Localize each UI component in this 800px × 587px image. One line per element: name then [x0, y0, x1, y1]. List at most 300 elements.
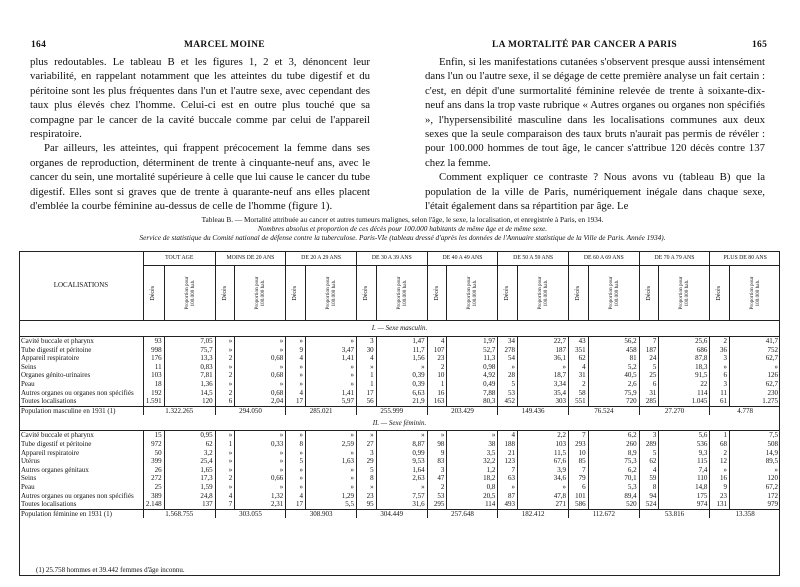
row-label: Cavité buccale et pharynx: [21, 431, 94, 440]
table-cell: 7,05: [164, 337, 215, 346]
subheader-label: Proportion pour 100.000 hab.: [607, 276, 620, 310]
table-cell: 62: [164, 440, 215, 449]
localisations-header: LOCALISATIONS: [19, 251, 143, 321]
table-cell: »: [235, 431, 286, 440]
subheader-label: Décès: [221, 286, 228, 301]
table-cell: 38: [447, 440, 498, 449]
table-cell: 4: [215, 492, 235, 501]
table-cell: »: [286, 449, 306, 458]
table-cell: 271: [517, 500, 568, 509]
table-cell: »: [286, 474, 306, 483]
row-label: Organes génito-urinaires: [21, 371, 91, 380]
table-cell: »: [376, 483, 427, 492]
table-cell: 278: [498, 346, 518, 355]
table-cell: »: [215, 346, 235, 355]
table-cell: 551: [568, 397, 588, 406]
table-cell: 17,3: [164, 474, 215, 483]
table-cell: »: [305, 380, 356, 389]
table-cell: 0,68: [235, 389, 286, 398]
population-cell: 1.568.755: [143, 509, 215, 518]
table-row: [19, 440, 780, 449]
table-cell: 31: [639, 389, 659, 398]
table-cell: 5,6: [659, 431, 710, 440]
table-cell: 351: [568, 346, 588, 355]
table-cell: 5,97: [305, 397, 356, 406]
table-cell: 25,6: [659, 337, 710, 346]
table-cell: 1: [215, 440, 235, 449]
table-cell: 2,63: [376, 474, 427, 483]
table-row: [19, 466, 780, 475]
age-group-header: DE 40 A 49 ANS: [427, 251, 498, 266]
table-body: [19, 321, 780, 519]
table-cell: 2: [215, 371, 235, 380]
table-cell: 175: [659, 492, 710, 501]
table-cell: 4: [286, 354, 306, 363]
table-cell: 103: [517, 440, 568, 449]
table-cell: 22,7: [517, 337, 568, 346]
table-cell: 5: [639, 449, 659, 458]
subheader-label: Proportion pour 100.000 hab.: [254, 276, 267, 310]
table-cell: 80,3: [447, 397, 498, 406]
table-cell: »: [305, 449, 356, 458]
population-cell: 76.524: [568, 406, 639, 415]
age-group-header: DE 60 A 69 ANS: [568, 251, 639, 266]
table-cell: 110: [659, 474, 710, 483]
table-cell: 107: [427, 346, 447, 355]
table-cell: »: [235, 457, 286, 466]
deces-subheader: [356, 266, 376, 321]
table-cell: 1,63: [305, 457, 356, 466]
table-cell: »: [356, 363, 376, 372]
table-cell: 70,1: [588, 474, 639, 483]
proportion-subheader: [730, 266, 781, 321]
population-cell: 285.021: [286, 406, 357, 415]
table-cell: 293: [568, 440, 588, 449]
table-cell: 9,3: [659, 449, 710, 458]
age-group-header: TOUT AGE: [143, 251, 215, 266]
table-cell: »: [356, 431, 376, 440]
table-cell: 56: [356, 397, 376, 406]
table-cell: 62: [639, 457, 659, 466]
table-cell: 1,32: [235, 492, 286, 501]
table-cell: 30: [356, 346, 376, 355]
table-cell: 303: [517, 397, 568, 406]
subheader-label: Décès: [504, 286, 511, 301]
table-cell: 26: [143, 466, 164, 475]
table-cell: 9: [286, 346, 306, 355]
table-caption-subtitle: Nombres absolus et proportion de ces décès pour 100.000 habitants de même âge et de même sexe.: [257, 224, 548, 233]
table-cell: »: [215, 449, 235, 458]
table-cell: 1: [356, 380, 376, 389]
deces-subheader: [568, 266, 588, 321]
table-cell: 17: [286, 500, 306, 509]
table-cell: 1,59: [164, 483, 215, 492]
subheader-label: Proportion pour 100.000 hab.: [536, 276, 549, 310]
table-cell: »: [305, 337, 356, 346]
table-cell: 24,8: [164, 492, 215, 501]
table-cell: 2: [215, 389, 235, 398]
deces-subheader: [143, 266, 164, 321]
table-cell: 56,2: [588, 337, 639, 346]
table-cell: »: [235, 449, 286, 458]
deces-subheader: [639, 266, 659, 321]
table-cell: 81: [588, 354, 639, 363]
table-cell: 5: [639, 363, 659, 372]
table-cell: »: [427, 431, 447, 440]
table-cell: 101: [568, 492, 588, 501]
table-cell: 1,47: [376, 337, 427, 346]
table-cell: 9,53: [376, 457, 427, 466]
deces-subheader: [215, 266, 235, 321]
page-number-left: 164: [31, 40, 47, 50]
table-cell: 7,5: [730, 431, 781, 440]
table-cell: 14,9: [730, 449, 781, 458]
population-cell: 203.429: [427, 406, 498, 415]
table-cell: 0,68: [235, 371, 286, 380]
table-cell: 4: [568, 363, 588, 372]
running-head-title: LA MORTALITÉ PAR CANCER A PARIS: [492, 40, 677, 50]
population-cell: 257.648: [427, 509, 498, 518]
table-cell: 2,04: [235, 397, 286, 406]
deces-subheader: [286, 266, 306, 321]
table-cell: »: [498, 363, 518, 372]
population-cell: 294.050: [215, 406, 286, 415]
table-cell: »: [215, 457, 235, 466]
table-cell: 89,4: [588, 492, 639, 501]
table-cell: 7: [568, 431, 588, 440]
table-cell: 36,1: [517, 354, 568, 363]
table-cell: 5,2: [588, 363, 639, 372]
table-cell: 686: [659, 346, 710, 355]
table-cell: 16: [427, 389, 447, 398]
table-cell: 7: [498, 466, 518, 475]
table-cell: 95: [356, 500, 376, 509]
table-cell: 114: [447, 500, 498, 509]
table-cell: 32,2: [447, 457, 498, 466]
proportion-subheader: [376, 266, 427, 321]
table-cell: »: [730, 363, 781, 372]
subheader-label: Décès: [363, 286, 370, 301]
population-cell: 149.436: [498, 406, 569, 415]
table-cell: 3,9: [517, 466, 568, 475]
table-cell: 6,2: [588, 466, 639, 475]
table-cell: 63: [498, 474, 518, 483]
table-cell: 47,8: [517, 492, 568, 501]
table-cell: 2: [710, 337, 730, 346]
table-cell: 586: [568, 500, 588, 509]
table-cell: 2,31: [235, 500, 286, 509]
table-cell: 9: [427, 449, 447, 458]
table-cell: 7: [215, 500, 235, 509]
table-cell: 59: [639, 474, 659, 483]
population-cell: 303.055: [215, 509, 286, 518]
row-label: Peau: [21, 379, 35, 388]
table-cell: 3: [356, 449, 376, 458]
table-cell: »: [447, 431, 498, 440]
table-cell: 120: [164, 397, 215, 406]
row-label: Toutes localisations: [21, 397, 77, 406]
table-cell: 35,4: [517, 389, 568, 398]
table-cell: 1,41: [305, 389, 356, 398]
proportion-subheader: [447, 266, 498, 321]
population-cell: 112.672: [568, 509, 639, 518]
table-cell: 52,7: [447, 346, 498, 355]
table-cell: 0,99: [376, 449, 427, 458]
table-cell: »: [235, 346, 286, 355]
table-cell: 6: [710, 371, 730, 380]
row-label: Appareil respiratoire: [21, 448, 80, 457]
table-cell: 22: [659, 380, 710, 389]
table-cell: 20,5: [447, 492, 498, 501]
table-cell: 389: [143, 492, 164, 501]
table-cell: »: [376, 363, 427, 372]
table-cell: 12: [710, 457, 730, 466]
table-cell: »: [215, 483, 235, 492]
table-cell: 7,88: [447, 389, 498, 398]
table-cell: 89,5: [730, 457, 781, 466]
table-cell: 752: [730, 346, 781, 355]
paragraph: Comment expliquer ce contraste ? Nous avons vu (tableau B) que la population de la ville de Paris, numériquement inégale dans chaque sexe, l'était également dans sa répartition par âge. Le: [425, 171, 765, 213]
table-cell: »: [286, 363, 306, 372]
table-cell: 3: [356, 337, 376, 346]
table-cell: »: [235, 483, 286, 492]
table-cell: 7,4: [659, 466, 710, 475]
table-cell: 1,97: [447, 337, 498, 346]
right-column: [425, 55, 765, 213]
table-cell: »: [215, 337, 235, 346]
table-cell: 93: [143, 337, 164, 346]
table-cell: 4: [356, 354, 376, 363]
table-cell: 6: [568, 483, 588, 492]
proportion-subheader: [517, 266, 568, 321]
table-cell: »: [305, 466, 356, 475]
table-cell: 163: [427, 397, 447, 406]
deces-subheader: [710, 266, 730, 321]
subheader-label: Décès: [150, 286, 157, 301]
table-cell: 1,65: [164, 466, 215, 475]
table-cell: 289: [639, 440, 659, 449]
table-cell: 998: [143, 346, 164, 355]
table-row: [19, 500, 780, 509]
table-cell: 1,41: [305, 354, 356, 363]
table-cell: 23: [427, 354, 447, 363]
proportion-subheader: [588, 266, 639, 321]
subheader-label: Décès: [716, 286, 723, 301]
subheader-label: Décès: [292, 286, 299, 301]
row-label: Autres organes ou organes non spécifiés: [21, 388, 134, 397]
table-cell: 6: [215, 397, 235, 406]
table-cell: 75,9: [588, 389, 639, 398]
subheader-label: Proportion pour 100.000 hab.: [324, 276, 337, 310]
table-cell: 4,92: [447, 371, 498, 380]
table-cell: »: [305, 371, 356, 380]
table-cell: 0,39: [376, 371, 427, 380]
row-label: Autres organes génitaux: [21, 465, 89, 474]
table-row: [19, 483, 780, 492]
table-cell: »: [235, 466, 286, 475]
table-cell: 21: [498, 449, 518, 458]
population-label: Population féminine en 1931 (1): [19, 509, 143, 518]
table-cell: »: [286, 380, 306, 389]
table-cell: 47: [427, 474, 447, 483]
table-row: [19, 371, 780, 380]
table-row: [19, 389, 780, 398]
table-cell: 2,59: [305, 440, 356, 449]
table-cell: 4: [286, 492, 306, 501]
table-cell: 1,36: [164, 380, 215, 389]
table-cell: 40,5: [588, 371, 639, 380]
table-cell: 25,4: [164, 457, 215, 466]
section-heading-row: [19, 321, 780, 337]
table-cell: 176: [143, 354, 164, 363]
table-cell: 520: [588, 500, 639, 509]
table-cell: 53: [498, 389, 518, 398]
table-cell: »: [286, 337, 306, 346]
section-title: I. — Sexe masculin.: [19, 321, 780, 337]
subheader-label: Décès: [433, 286, 440, 301]
row-label: Peau: [21, 482, 35, 491]
row-label: Seins: [21, 474, 37, 483]
section-heading-row: [19, 415, 780, 431]
table-cell: 452: [498, 397, 518, 406]
table-cell: 75,7: [164, 346, 215, 355]
table-cell: 27: [356, 440, 376, 449]
table-cell: 50: [143, 449, 164, 458]
table-cell: 11,7: [376, 346, 427, 355]
table-cell: 3,2: [164, 449, 215, 458]
table-cell: 4: [639, 466, 659, 475]
table-cell: 62,7: [730, 354, 781, 363]
table-cell: 75,3: [588, 457, 639, 466]
table-row: [19, 474, 780, 483]
paragraph: Par ailleurs, les atteintes, qui frappent précocement la femme dans ses organes de reproduction, déterminent de trente à cinquante-neuf ans, avec le cancer du sein, une mortalité supérieure à celle que lui cause le cancer du tube digestif. Elles sont si graves que de trente à quarante-neuf ans elles placent d'emblée la courbe féminine au-dessus de celle de l'homme (figure 1).: [30, 142, 370, 213]
table-row: [19, 397, 780, 406]
table-cell: 17: [356, 389, 376, 398]
age-group-header: DE 30 A 39 ANS: [356, 251, 427, 266]
table-cell: »: [710, 363, 730, 372]
subheader-label: Proportion pour 100.000 hab.: [749, 276, 761, 310]
table-cell: »: [517, 363, 568, 372]
table-cell: 67,6: [517, 457, 568, 466]
table-cell: 8,87: [376, 440, 427, 449]
table-cell: 6,63: [376, 389, 427, 398]
table-cell: 58: [568, 389, 588, 398]
table-cell: 24: [639, 354, 659, 363]
table-cell: 126: [730, 371, 781, 380]
table-cell: 0,98: [447, 363, 498, 372]
table-cell: 1,56: [376, 354, 427, 363]
section-title: II. — Sexe féminin.: [19, 415, 780, 431]
table-cell: 11,3: [447, 354, 498, 363]
age-group-header-row: [19, 251, 780, 266]
table-cell: »: [498, 483, 518, 492]
table-cell: 187: [517, 346, 568, 355]
table-row: [19, 457, 780, 466]
proportion-subheader: [305, 266, 356, 321]
table-cell: 115: [659, 457, 710, 466]
table-cell: 0,39: [376, 380, 427, 389]
table-cell: 67,2: [730, 483, 781, 492]
table-cell: 123: [498, 457, 518, 466]
table-cell: 79: [568, 474, 588, 483]
population-row: [19, 406, 780, 415]
table-cell: 34: [498, 337, 518, 346]
table-cell: 230: [730, 389, 781, 398]
table-cell: »: [356, 483, 376, 492]
table-cell: 85: [568, 457, 588, 466]
table-cell: 2.148: [143, 500, 164, 509]
left-column: [30, 55, 370, 213]
table-cell: 18,7: [517, 371, 568, 380]
table-cell: 18: [143, 380, 164, 389]
table-row: [19, 380, 780, 389]
table-cell: 17: [286, 397, 306, 406]
table-cell: »: [710, 466, 730, 475]
table-cell: »: [730, 466, 781, 475]
table-cell: 18,2: [447, 474, 498, 483]
table-cell: 972: [143, 440, 164, 449]
proportion-subheader: [659, 266, 710, 321]
table-cell: 188: [498, 440, 518, 449]
population-label: Population masculine en 1931 (1): [19, 406, 143, 415]
table-cell: 10: [427, 371, 447, 380]
table-cell: 103: [143, 371, 164, 380]
table-cell: »: [286, 371, 306, 380]
table-cell: 0,49: [447, 380, 498, 389]
table-cell: »: [376, 431, 427, 440]
row-label: Utérus: [21, 457, 40, 466]
table-cell: 0,68: [235, 354, 286, 363]
population-cell: 304.449: [356, 509, 427, 518]
table-cell: 0,66: [235, 474, 286, 483]
row-label: Toutes localisations: [21, 500, 77, 509]
table-cell: 0,8: [447, 483, 498, 492]
subheader-label: Proportion pour 100.000 hab.: [183, 276, 196, 310]
row-label: Tube digestif et péritoine: [21, 345, 92, 354]
table-cell: 8,9: [588, 449, 639, 458]
population-cell: 27.270: [639, 406, 710, 415]
row-label: Autres organes ou organes non spécifiés: [21, 491, 134, 500]
table-cell: 31,6: [376, 500, 427, 509]
table-row: [19, 431, 780, 440]
table-cell: 3,34: [517, 380, 568, 389]
mortality-table: [19, 251, 780, 518]
table-cell: »: [305, 363, 356, 372]
table-cell: 54: [498, 354, 518, 363]
table-cell: 1,29: [305, 492, 356, 501]
table-cell: 62: [568, 354, 588, 363]
table-cell: 0,95: [164, 431, 215, 440]
table-cell: 2: [215, 474, 235, 483]
age-group-header: MOINS DE 20 ANS: [215, 251, 286, 266]
table-cell: 3: [710, 354, 730, 363]
table-cell: 1.045: [659, 397, 710, 406]
table-cell: 458: [588, 346, 639, 355]
deces-subheader: [427, 266, 447, 321]
table-cell: 8: [286, 440, 306, 449]
table-cell: »: [215, 363, 235, 372]
table-cell: 187: [639, 346, 659, 355]
proportion-subheader: [164, 266, 215, 321]
table-cell: 3: [427, 466, 447, 475]
table-cell: 11,5: [517, 449, 568, 458]
table-cell: 131: [710, 500, 730, 509]
table-footnote: (1) 25.758 hommes et 39.442 femmes d'âge inconnu.: [36, 566, 185, 574]
table-cell: »: [215, 431, 235, 440]
table-cell: 7,57: [376, 492, 427, 501]
table-cell: »: [235, 337, 286, 346]
table-cell: 23: [356, 492, 376, 501]
